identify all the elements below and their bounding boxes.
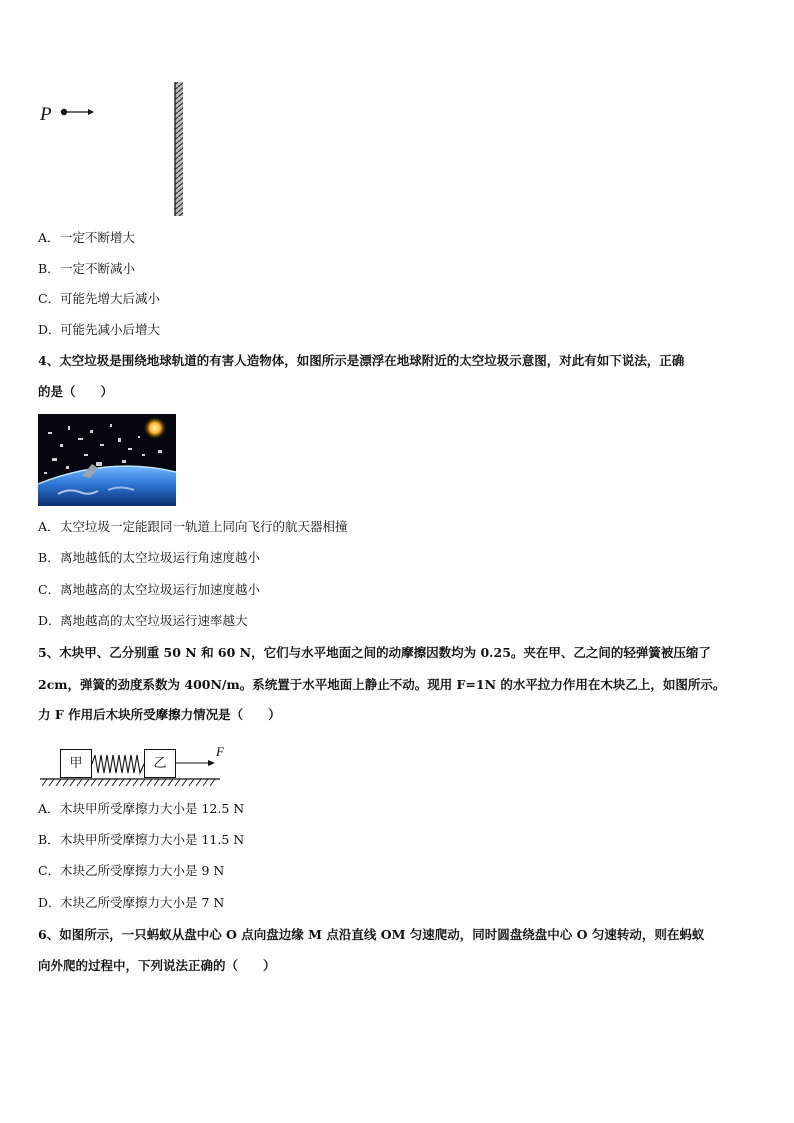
- option-text: 离地越高的太空垃圾运行速率越大: [60, 613, 248, 628]
- option-text: 可能先增大后减小: [60, 291, 161, 306]
- space-debris-image: [38, 414, 176, 506]
- figure-point-wall: [36, 82, 196, 216]
- question-4-line-2: 的是（ ）: [38, 384, 114, 399]
- spring: [92, 753, 144, 775]
- option-text: 一定不断减小: [60, 261, 136, 276]
- velocity-arrow: [58, 106, 98, 118]
- option-text: 木块甲所受摩擦力大小是 11.5 N: [60, 832, 245, 847]
- question-6-line-2: 向外爬的过程中，下列说法正确的（ ）: [38, 958, 276, 973]
- option-b[interactable]: B．离地越低的太空垃圾运行角速度越小: [38, 550, 261, 565]
- option-text: 木块乙所受摩擦力大小是 7 N: [60, 895, 225, 910]
- question-6-line-1: 6、如图所示，一只蚂蚁从盘中心 O 点向盘边缘 M 点沿直线 OM 匀速爬动，同时圆盘绕盘中心 O 匀速转动，则在蚂蚁: [38, 927, 705, 942]
- block-jia: 甲: [60, 749, 92, 778]
- blocks-spring-figure: [40, 744, 240, 788]
- option-c[interactable]: C．离地越高的太空垃圾运行加速度越小: [38, 582, 261, 597]
- option-b[interactable]: B．木块甲所受摩擦力大小是 11.5 N: [38, 832, 245, 847]
- question-4-line-1: 4、太空垃圾是围绕地球轨道的有害人造物体，如图所示是漂浮在地球附近的太空垃圾示意图，对此有如下说法，正确: [38, 353, 685, 368]
- force-arrow: [176, 758, 216, 768]
- option-a[interactable]: A．太空垃圾一定能跟同一轨道上同向飞行的航天器相撞: [38, 519, 348, 534]
- option-a[interactable]: A．木块甲所受摩擦力大小是 12.5 N: [38, 801, 245, 816]
- option-text: 木块乙所受摩擦力大小是 9 N: [60, 863, 225, 878]
- wall: [172, 82, 186, 216]
- option-c[interactable]: C．木块乙所受摩擦力大小是 9 N: [38, 863, 225, 878]
- option-text: 可能先减小后增大: [60, 322, 161, 337]
- option-d[interactable]: D．木块乙所受摩擦力大小是 7 N: [38, 895, 225, 910]
- question-5-line-2: 2cm，弹簧的劲度系数为 400N/m。系统置于水平地面上静止不动。现用 F=1N 的水平拉力作用在木块乙上，如图所示。: [38, 677, 726, 692]
- option-c[interactable]: C．可能先增大后减小: [38, 291, 161, 306]
- option-text: 太空垃圾一定能跟同一轨道上同向飞行的航天器相撞: [60, 519, 348, 534]
- option-text: 离地越高的太空垃圾运行加速度越小: [60, 582, 261, 597]
- question-5-line-1: 5、木块甲、乙分别重 50 N 和 60 N，它们与水平地面之间的动摩擦因数均为 0.25。夹在甲、乙之间的轻弹簧被压缩了: [38, 645, 711, 660]
- option-b[interactable]: B．一定不断减小: [38, 261, 136, 276]
- point-label: P: [40, 104, 52, 125]
- force-label: F: [216, 744, 224, 759]
- option-text: 木块甲所受摩擦力大小是 12.5 N: [60, 801, 245, 816]
- option-text: 一定不断增大: [60, 230, 136, 245]
- question-5-line-3: 力 F 作用后木块所受摩擦力情况是（ ）: [38, 707, 281, 722]
- option-d[interactable]: D．离地越高的太空垃圾运行速率越大: [38, 613, 248, 628]
- block-yi: 乙: [144, 749, 176, 778]
- ground: [40, 778, 220, 787]
- option-text: 离地越低的太空垃圾运行角速度越小: [60, 550, 261, 565]
- option-d[interactable]: D．可能先减小后增大: [38, 322, 161, 337]
- option-a[interactable]: A．一定不断增大: [38, 230, 136, 245]
